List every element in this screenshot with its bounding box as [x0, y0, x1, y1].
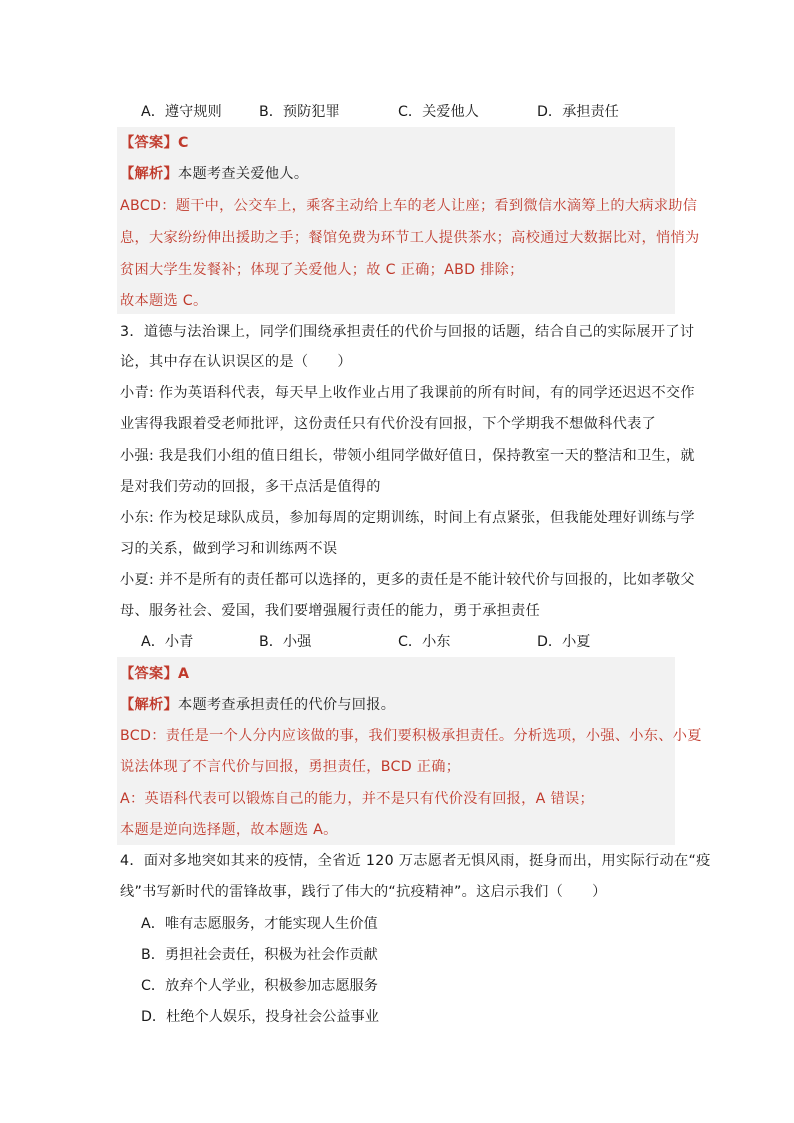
- q4-option-c: C．放弃个人学业，积极参加志愿服务: [141, 978, 378, 994]
- q3-answer: [120, 664, 189, 684]
- q3-analysis-intro: [120, 695, 395, 715]
- q2-analysis-intro-text: 本题考查关爱他人。: [177, 166, 309, 182]
- q4-option-d: D．杜绝个人娱乐，投身社会公益事业: [141, 1009, 379, 1025]
- q3-option-c: C．小东: [398, 634, 451, 650]
- q3-statement-line-5: 小东: 作为校足球队成员，参加每周的定期训练，时间上有点紧张，但我能处理好训练与学: [120, 510, 695, 526]
- q3-statement-line-8: 母、服务社会、爱国，我们要增强履行责任的能力，勇于承担责任: [120, 603, 541, 619]
- q2-answer-value: C: [177, 135, 189, 151]
- q2-analysis-line-2: 息，大家纷纷伸出援助之手；餐馆免费为环节工人提供茶水；高校通过大数据比对，悄悄为: [120, 230, 700, 246]
- q2-option-c: C．关爱他人: [398, 104, 479, 120]
- q3-analysis-tag: 【解析】: [120, 697, 178, 713]
- q2-answer-tag: 【答案】: [120, 135, 178, 151]
- q3-statement-line-6: 习的关系，做到学习和训练两不误: [120, 541, 338, 557]
- q3-analysis-intro-text: 本题考查承担责任的代价与回报。: [177, 697, 396, 713]
- q3-option-b: B．小强: [259, 634, 312, 650]
- q3-statement-line-7: 小夏: 并不是所有的责任都可以选择的，更多的责任是不能计较代价与回报的，比如孝敬父: [120, 572, 695, 588]
- q2-analysis-tag: 【解析】: [120, 166, 178, 182]
- q3-statement-line-3: 小强: 我是我们小组的值日组长，带领小组同学做好值日，保持教室一天的整洁和卫生，就: [120, 448, 695, 464]
- q3-statement-line-4: 是对我们劳动的回报，多干点活是值得的: [120, 479, 381, 495]
- q3-option-d: D．小夏: [537, 634, 591, 650]
- q2-analysis-line-1: ABCD：题干中，公交车上，乘客主动给上车的老人让座；看到微信水滴筹上的大病求助信: [120, 198, 698, 214]
- q2-answer: [120, 133, 189, 153]
- q3-statement-line-1: 小青: 作为英语科代表，每天早上收作业占用了我课前的所有时间，有的同学还迟迟不交作: [120, 385, 695, 401]
- q3-analysis-line-4: 本题是逆向选择题，故本题选 A。: [120, 822, 338, 838]
- q3-answer-value: A: [177, 666, 190, 682]
- q3-analysis-line-2: 说法体现了不言代价与回报，勇担责任，BCD 正确；: [120, 759, 461, 775]
- q2-conclusion: 故本题选 C。: [120, 293, 208, 309]
- q3-stem-line-2: 论，其中存在认识误区的是（ ）: [120, 354, 352, 370]
- q3-analysis-line-3: A：英语科代表可以锻炼自己的能力，并不是只有代价没有回报，A 错误；: [120, 791, 594, 807]
- q4-stem-line-2: 线”书写新时代的雷锋故事，践行了伟大的“抗疫精神”。这启示我们（ ）: [120, 884, 607, 900]
- q2-option-b: B．预防犯罪: [259, 104, 340, 120]
- q3-option-a: A．小青: [141, 634, 194, 650]
- q3-stem-line-1: 3．道德与法治课上，同学们围绕承担责任的代价与回报的话题，结合自己的实际展开了讨: [120, 324, 695, 340]
- q4-stem-line-1: 4．面对多地突如其来的疫情，全省近 120 万志愿者无惧风雨，挺身而出，用实际行动在“疫: [120, 853, 711, 869]
- q2-answer-block: [117, 127, 675, 314]
- q3-analysis-line-1: BCD：责任是一个人分内应该做的事，我们要积极承担责任。分析选项，小强、小东、小夏: [120, 728, 702, 744]
- q3-answer-tag: 【答案】: [120, 666, 178, 682]
- q3-answer-block: [117, 657, 675, 845]
- q2-analysis-line-3: 贫困大学生发餐补；体现了关爱他人；故 C 正确；ABD 排除；: [120, 262, 524, 278]
- q2-option-a: A．遵守规则: [141, 104, 222, 120]
- q4-option-a: A．唯有志愿服务，才能实现人生价值: [141, 916, 378, 932]
- q2-option-d: D．承担责任: [537, 104, 619, 120]
- q3-statement-line-2: 业害得我跟着受老师批评，这份责任只有代价没有回报，下个学期我不想做科代表了: [120, 416, 657, 432]
- q2-analysis-intro: [120, 164, 308, 184]
- q4-option-b: B．勇担社会责任，积极为社会作贡献: [141, 947, 378, 963]
